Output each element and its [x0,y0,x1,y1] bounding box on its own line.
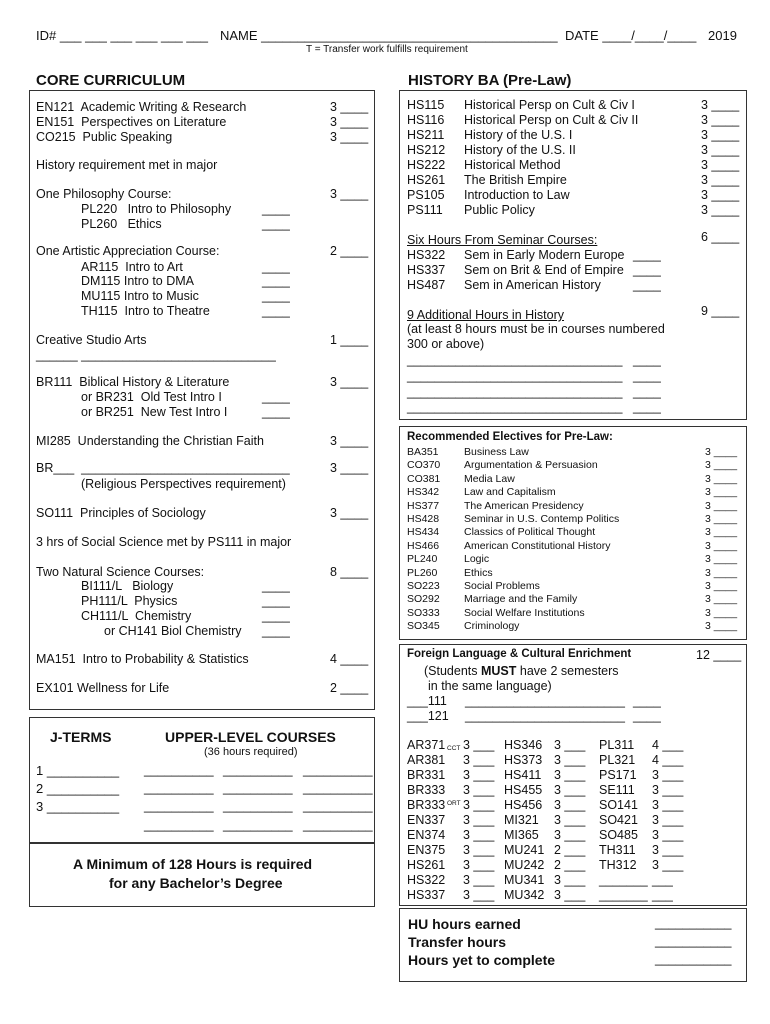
upper-course-blank[interactable]: __________ [144,799,214,813]
upper-title: UPPER-LEVEL COURSES [165,729,336,745]
hours-yet-to-complete: Hours yet to complete [408,952,556,968]
elective-credit-blank[interactable]: 3 ____ [705,486,738,499]
elective-name: Seminar in U.S. Contemp Politics [464,513,620,525]
cct-subscript: CCT [447,745,461,752]
core-line: CO215 Public Speaking [36,130,173,144]
history-credit-blank[interactable]: 3 ____ [701,173,740,187]
elective-code: HS342 [407,486,440,499]
seminar-title: Six Hours From Seminar Courses: [407,233,598,247]
language-credit-blank[interactable]: 3 ___ [463,828,495,842]
elective-credit-blank[interactable]: 3 ____ [705,593,738,606]
transfer-blank[interactable]: ___________ [655,934,732,948]
language-credit-blank[interactable]: 3 ___ [554,873,586,887]
language-credit-blank[interactable]: 3 ___ [554,783,586,797]
core-credit-blank[interactable]: ____ [262,624,290,638]
history-credit-blank[interactable]: 3 ____ [701,143,740,157]
language-121-cr[interactable]: ____ [633,709,661,723]
language-course-code: HS261 [407,858,446,872]
core-line: EN121 Academic Writing & Research [36,100,247,114]
core-credit-blank[interactable]: ____ [262,405,290,419]
language-course-code: MU341 [504,873,545,887]
history-course-code: HS222 [407,158,446,172]
language-credit-blank[interactable]: 3 ___ [463,753,495,767]
seminar-credits[interactable]: 6 ____ [701,230,740,244]
core-line: BI111/L Biology [81,579,174,593]
jterm-3[interactable]: 3 __________ [36,799,120,814]
core-credit-blank[interactable]: 3 ____ [330,100,369,114]
upper-course-blank[interactable]: __________ [223,781,293,795]
language-course-code: SO421 [599,813,638,827]
transfer-note: T = Transfer work fulfills requirement [306,44,468,55]
elective-code: SO292 [407,593,440,606]
remaining-blank[interactable]: ___________ [655,952,732,966]
additional-note: (at least 8 hours must be in courses numbered [407,322,665,336]
elective-credit-blank[interactable]: 3 ____ [705,606,738,619]
language-credit-blank[interactable]: 3 ___ [652,843,684,857]
language-credit-blank[interactable]: 3 ___ [554,768,586,782]
language-credit-blank[interactable]: ___ [652,873,673,887]
elective-code: HS377 [407,499,440,512]
upper-course-blank[interactable]: __________ [223,799,293,813]
core-credit-blank[interactable]: ____ [262,202,290,216]
history-credit-blank[interactable]: 3 ____ [701,113,740,127]
elective-credit-blank[interactable]: 3 ____ [705,446,738,458]
history-course-code: PS111 [407,203,443,217]
additional-credit-blank[interactable]: ____ [633,385,661,399]
language-credit-blank[interactable]: 3 ___ [554,738,586,752]
history-course-name: Historical Persp on Cult & Civ I [464,98,635,112]
jterm-1[interactable]: 1 __________ [36,763,120,778]
history-course-name: Historical Persp on Cult & Civ II [464,113,639,127]
language-course-code: PL311 [599,738,635,752]
history-course-name: The British Empire [464,173,567,187]
language-credit-blank[interactable]: 3 ___ [652,798,684,812]
language-course-code: MI321 [504,813,539,827]
core-credit-blank[interactable]: ____ [262,274,290,288]
elective-code: BA351 [407,446,439,458]
language-course-code: BR331 [407,768,446,782]
language-course-code: HS411 [504,768,542,782]
core-line: SO111 Principles of Sociology [36,506,206,520]
language-course-code: AR371 [407,738,446,752]
seminar-name: Sem in Early Modern Europe [464,248,625,262]
language-course-code: TH312 [599,858,637,872]
ort-subscript: ORT [447,800,461,807]
core-title: CORE CURRICULUM [36,72,186,89]
electives-title: Recommended Electives for Pre-Law: [407,431,613,443]
upper-course-blank[interactable]: __________ [223,818,293,832]
history-course-code: HS212 [407,143,446,157]
additional-credits[interactable]: 9 ____ [701,304,740,318]
language-course-code: HS337 [407,888,446,902]
seminar-blank[interactable]: ____ [633,278,661,292]
core-credit-blank[interactable]: 3 ____ [330,130,369,144]
history-credit-blank[interactable]: 3 ____ [701,128,740,142]
language-course-code: EN375 [407,843,446,857]
core-credit-blank[interactable]: 2 ____ [330,244,369,258]
language-credit-blank[interactable]: 3 ___ [554,798,586,812]
language-credit-blank[interactable]: 3 ___ [463,873,495,887]
language-121-blank[interactable]: _______________________ [465,709,625,723]
seminar-blank[interactable]: ____ [633,248,661,262]
language-course-code: TH311 [599,843,636,857]
core-line: or BR231 Old Test Intro I [81,390,222,404]
language-111-blank[interactable]: _______________________ [465,694,625,708]
language-course-code: SO141 [599,798,638,812]
core-line: or BR251 New Test Intro I [81,405,228,419]
history-credit-blank[interactable]: 3 ____ [701,158,740,172]
language-course-code: MU242 [504,858,545,872]
id-field[interactable]: ID# ___ ___ ___ ___ ___ ___ [36,28,209,43]
core-line: Creative Studio Arts [36,333,147,347]
language-course-code: HS456 [504,798,543,812]
history-course-name: Public Policy [464,203,535,217]
elective-credit-blank[interactable]: 3 ____ [705,459,738,472]
language-121[interactable]: ___121 [407,709,449,723]
language-course-code: SE111 [599,783,635,797]
elective-name: Ethics [464,566,493,579]
language-course-code: AR381 [407,753,446,767]
history-course-name: Introduction to Law [464,188,570,202]
hu-hours-earned: HU hours earned [408,916,521,932]
language-course-code: HS373 [504,753,543,767]
core-credit-blank[interactable]: ____ [262,609,290,623]
language-course-code: MU342 [504,888,545,902]
history-course-code: HS211 [407,128,445,142]
language-title: Foreign Language & Cultural Enrichment [407,648,632,660]
language-credit-blank[interactable]: 4 ___ [652,738,684,752]
upper-course-blank[interactable]: __________ [303,781,373,795]
language-credit-blank[interactable]: 4 ___ [652,753,684,767]
language-course-code: HS346 [504,738,543,752]
elective-name: Business Law [464,446,529,458]
seminar-code: HS487 [407,278,446,292]
core-line: One Philosophy Course: [36,187,172,201]
history-course-name: Historical Method [464,158,561,172]
history-credit-blank[interactable]: 3 ____ [701,203,740,217]
upper-course-blank[interactable]: __________ [303,818,373,832]
core-credit-blank[interactable]: 3 ____ [330,375,369,389]
additional-note: 300 or above) [407,337,485,351]
upper-course-blank[interactable]: __________ [223,763,293,777]
elective-code: HS428 [407,513,440,525]
date-field[interactable]: DATE ____/____/____ [565,28,697,43]
language-course-code: EN374 [407,828,446,842]
language-credit-blank[interactable]: 3 ___ [554,828,586,842]
core-line: AR115 Intro to Art [81,260,183,274]
core-line: MI285 Understanding the Christian Faith [36,434,264,448]
language-course-code: _______ [599,873,648,887]
core-credit-blank[interactable]: 2 ____ [330,681,369,695]
language-course-code: PS171 [599,768,637,782]
jterm-2[interactable]: 2 __________ [36,781,120,796]
history-credit-blank[interactable]: 3 ____ [701,98,740,112]
core-line: BR___ ______________________________ [36,461,290,475]
language-credit-blank[interactable]: 3 ___ [554,813,586,827]
core-credit-blank[interactable]: 1 ____ [330,333,369,347]
elective-name: Marriage and the Family [464,593,578,606]
elective-name: Criminology [464,620,520,633]
core-line: MA151 Intro to Probability & Statistics [36,652,249,666]
language-note: (Students MUST have 2 semesters [424,664,619,678]
elective-code: PL240 [407,553,438,566]
core-line: EX101 Wellness for Life [36,681,170,695]
elective-name: Argumentation & Persuasion [464,459,598,472]
seminar-blank[interactable]: ____ [633,263,661,277]
core-line: History requirement met in major [36,158,218,172]
language-credit-blank[interactable]: 3 ___ [463,768,495,782]
elective-code: SO333 [407,606,440,619]
core-line: MU115 Intro to Music [81,289,199,303]
additional-course-blank[interactable]: _______________________________ [407,369,623,383]
language-course-code: EN337 [407,813,446,827]
language-credit-blank[interactable]: 3 ___ [652,768,684,782]
upper-course-blank[interactable]: __________ [144,818,214,832]
history-course-name: History of the U.S. I [464,128,573,142]
minimum-line1: A Minimum of 128 Hours is required [73,856,313,872]
language-credits[interactable]: 12 ____ [696,648,742,662]
core-credit-blank[interactable]: ____ [262,217,290,231]
core-credit-blank[interactable]: ____ [262,579,290,593]
language-credit-blank[interactable]: 3 ___ [463,888,495,902]
elective-name: The American Presidency [464,499,584,512]
additional-credit-blank[interactable]: ____ [633,369,661,383]
elective-name: Media Law [464,472,515,485]
elective-credit-blank[interactable]: 3 ____ [705,566,738,579]
minimum-line2: for any Bachelor’s Degree [109,875,283,891]
upper-course-blank[interactable]: __________ [303,763,373,777]
language-111[interactable]: ___111 [407,694,447,708]
history-course-code: HS261 [407,173,446,187]
elective-credit-blank[interactable]: 3 ____ [705,539,738,552]
language-credit-blank[interactable]: 3 ___ [554,753,586,767]
seminar-code: HS337 [407,263,446,277]
language-credit-blank[interactable]: ___ [652,888,673,902]
core-credit-blank[interactable]: 3 ____ [330,115,369,129]
history-credit-blank[interactable]: 3 ____ [701,188,740,202]
upper-course-blank[interactable]: __________ [144,781,214,795]
language-course-code: _______ [599,888,648,902]
language-course-code: PL321 [599,753,636,767]
upper-course-blank[interactable]: __________ [303,799,373,813]
history-course-name: History of the U.S. II [464,143,576,157]
core-credit-blank[interactable]: 3 ____ [330,461,369,475]
core-credit-blank[interactable]: ____ [262,390,290,404]
language-credit-blank[interactable]: 3 ___ [652,813,684,827]
core-credit-blank[interactable]: ____ [262,260,290,274]
elective-name: Social Problems [464,580,540,592]
core-line: PL260 Ethics [81,217,162,231]
language-credit-blank[interactable]: 3 ___ [652,783,684,797]
seminar-name: Sem on Brit & End of Empire [464,263,624,277]
core-credit-blank[interactable]: 4 ____ [330,652,369,666]
elective-name: Law and Capitalism [464,486,556,499]
language-credit-blank[interactable]: 3 ___ [463,783,495,797]
language-course-code: BR333 [407,798,446,812]
core-line: CH111/L Chemistry [81,609,192,623]
elective-code: PL260 [407,566,438,579]
core-credit-blank[interactable]: 8 ____ [330,565,369,579]
upper-sub: (36 hours required) [204,746,298,758]
elective-name: Logic [464,553,490,566]
language-course-code: SO485 [599,828,638,842]
history-course-code: HS115 [407,98,445,112]
elective-code: SO345 [407,620,440,633]
core-credit-blank[interactable]: ____ [262,289,290,303]
language-credit-blank[interactable]: 3 ___ [652,828,684,842]
core-credit-blank[interactable]: ____ [262,304,290,318]
core-line: TH115 Intro to Theatre [81,304,210,318]
elective-credit-blank[interactable]: 3 ____ [705,472,738,485]
elective-credit-blank[interactable]: 3 ____ [705,553,738,566]
elective-credit-blank[interactable]: 3 ____ [705,513,738,525]
language-credit-blank[interactable]: 3 ___ [463,798,495,812]
core-line: (Religious Perspectives requirement) [81,477,286,491]
history-course-code: PS105 [407,188,445,202]
core-line: PL220 Intro to Philosophy [81,202,232,216]
elective-name: American Constitutional History [464,539,611,552]
core-line: PH111/L Physics [81,594,178,608]
elective-code: SO223 [407,580,440,592]
upper-course-blank[interactable]: __________ [144,763,214,777]
language-course-code: HS455 [504,783,543,797]
language-credit-blank[interactable]: 2 ___ [554,858,586,872]
core-line: ______ ____________________________ [36,348,276,362]
additional-course-blank[interactable]: _______________________________ [407,353,623,367]
elective-code: CO370 [407,459,441,472]
seminar-name: Sem in American History [464,278,601,292]
language-note2: in the same language) [428,679,552,693]
elective-credit-blank[interactable]: 3 ____ [705,620,738,633]
core-credit-blank[interactable]: 3 ____ [330,506,369,520]
history-title: HISTORY BA (Pre-Law) [408,72,572,89]
name-field[interactable]: NAME _________________________________________ [220,28,558,43]
language-credit-blank[interactable]: 3 ___ [554,888,586,902]
jterms-title: J-TERMS [50,729,112,745]
earned-blank[interactable]: ___________ [655,916,732,930]
core-line: One Artistic Appreciation Course: [36,244,220,258]
additional-credit-blank[interactable]: ____ [633,353,661,367]
core-line: or CH141 Biol Chemistry [104,624,242,638]
core-line: Two Natural Science Courses: [36,565,205,579]
additional-credit-blank[interactable]: ____ [633,400,661,414]
elective-code: CO381 [407,472,441,485]
additional-title: 9 Additional Hours in History [407,308,565,322]
elective-credit-blank[interactable]: 3 ____ [705,580,738,592]
history-course-code: HS116 [407,113,445,127]
language-credit-blank[interactable]: 2 ___ [554,843,586,857]
language-credit-blank[interactable]: 3 ___ [463,738,495,752]
core-line: 3 hrs of Social Science met by PS111 in major [36,535,292,549]
language-course-code: HS322 [407,873,446,887]
additional-course-blank[interactable]: _______________________________ [407,385,623,399]
core-credit-blank[interactable]: 3 ____ [330,434,369,448]
core-line: EN151 Perspectives on Literature [36,115,227,129]
elective-credit-blank[interactable]: 3 ____ [705,526,738,539]
language-credit-blank[interactable]: 3 ___ [652,858,684,872]
elective-code: HS434 [407,526,440,539]
language-course-code: MI365 [504,828,539,842]
language-credit-blank[interactable]: 3 ___ [463,858,495,872]
language-credit-blank[interactable]: 3 ___ [463,813,495,827]
elective-name: Social Welfare Institutions [464,606,585,619]
elective-name: Classics of Political Thought [464,526,596,539]
elective-credit-blank[interactable]: 3 ____ [705,499,738,512]
seminar-code: HS322 [407,248,446,262]
core-credit-blank[interactable]: ____ [262,594,290,608]
core-credit-blank[interactable]: 3 ____ [330,187,369,201]
additional-course-blank[interactable]: _______________________________ [407,400,623,414]
core-line: DM115 Intro to DMA [81,274,195,288]
transfer-hours: Transfer hours [408,934,507,950]
elective-code: HS466 [407,539,440,552]
language-credit-blank[interactable]: 3 ___ [463,843,495,857]
language-111-cr[interactable]: ____ [633,694,661,708]
year: 2019 [708,28,737,43]
core-line: BR111 Biblical History & Literature [36,375,230,389]
language-course-code: MU241 [504,843,545,857]
language-course-code: BR333 [407,783,446,797]
